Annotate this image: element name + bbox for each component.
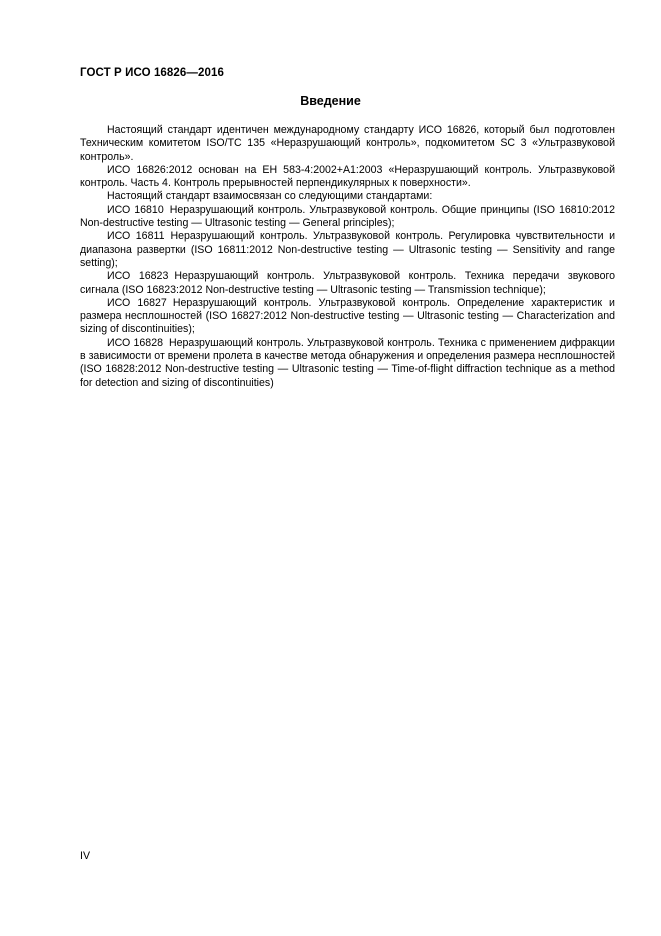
reference-code: ИСО 16827 <box>107 296 167 309</box>
page-number: IV <box>80 850 91 862</box>
reference-code: ИСО 16828 <box>107 336 163 349</box>
introduction-body <box>80 124 615 390</box>
reference-text: Неразрушающий контроль. Ультразвуковой контроль. Техника с применением дифракции в зависимости от времени пролета в качестве метода обнаружения и определения размера несплошностей (ISO 16828:2012 Non-destructive testing — Ultrasonic testing — Time-of-flight diffraction technique as a method for detection and sizing of discontinuities) <box>80 336 615 389</box>
reference-text: Неразрушающий контроль. Ультразвуковой контроль. Регулировка чувствительности и диапазона развертки (ISO 16811:2012 Non-destructive testing — Ultrasonic testing — Sensitivity and range setting); <box>80 230 615 269</box>
reference-item <box>80 270 615 297</box>
reference-text: Неразрушающий контроль. Ультразвуковой контроль. Общие принципы (ISO 16810:2012 Non-destructive testing — Ultrasonic testing — General principles); <box>80 203 615 230</box>
document-header: ГОСТ Р ИСО 16826—2016 <box>80 67 225 79</box>
reference-code: ИСО 16810 <box>107 203 164 216</box>
reference-code: ИСО 16811 <box>107 230 165 243</box>
paragraph-identity: Настоящий стандарт идентичен международному стандарту ИСО 16826, который был подготовлен Техническим комитетом ISO/TC 135 «Неразрушающий контроль», подкомитетом SC 3 «Ультразвуковой контроль». <box>80 124 615 163</box>
reference-text: Неразрушающий контроль. Ультразвуковой контроль. Определение характеристик и размера несплошностей (ISO 16827:2012 Non-destructive testing — Ultrasonic testing — Characterization and sizing of discontinuities); <box>80 296 615 336</box>
reference-item <box>80 230 615 270</box>
reference-item <box>80 337 615 390</box>
paragraph-related-intro: Настоящий стандарт взаимосвязан со следующими стандартами: <box>107 190 433 203</box>
reference-text: Неразрушающий контроль. Ультразвуковой контроль. Техника передачи звукового сигнала (ISO 16823:2012 Non-destructive testing — Ultrasonic testing — Transmission technique); <box>80 270 615 296</box>
section-title: Введение <box>300 94 361 108</box>
reference-item <box>80 204 615 231</box>
reference-code: ИСО 16823 <box>107 270 169 283</box>
reference-item <box>80 297 615 337</box>
paragraph-basis: ИСО 16826:2012 основан на ЕН 583-4:2002+А1:2003 «Неразрушающий контроль. Ультразвуковой контроль. Часть 4. Контроль прерывностей перпендикулярных к поверхности». <box>80 163 615 190</box>
